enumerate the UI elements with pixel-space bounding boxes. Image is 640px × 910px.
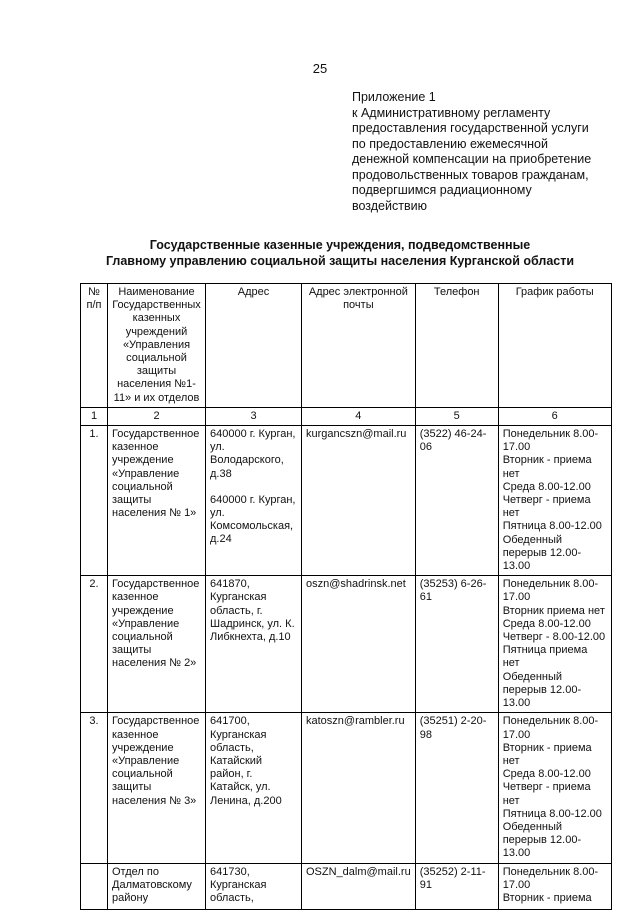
title-line: Главному управлению социальной защиты населения Курганской области	[105, 253, 575, 268]
row-number: 1.	[81, 426, 108, 576]
address: 641730, Курганская область,	[206, 863, 302, 909]
email: kurgancszn@mail.ru	[302, 426, 416, 576]
address: 640000 г. Курган, ул. Володарского, д.38	[210, 428, 296, 480]
row-number	[81, 863, 108, 909]
address-cell	[206, 426, 302, 576]
schedule-line: Четверг - 8.00-12.00	[502, 631, 606, 644]
appendix-line: продовольственных товаров гражданам,	[352, 167, 589, 182]
header-cell: Адрес электронной почты	[302, 284, 416, 408]
schedule-line: Понедельник 8.00-17.00	[502, 715, 599, 741]
institution-name: Отдел по Далматовскому району	[108, 863, 206, 909]
column-number-row	[81, 407, 612, 425]
column-number: 2	[108, 407, 206, 425]
schedule-line: Понедельник 8.00-17.00	[502, 428, 599, 454]
schedule-line: Пятница 8.00-12.00	[502, 807, 602, 820]
institution-name: Государственное казенное учреждение «Управление социальной защиты населения № 2»	[108, 576, 206, 713]
schedule-line: Четверг - приема нет	[502, 781, 591, 807]
row-number: 3.	[81, 713, 108, 863]
column-number: 5	[415, 407, 498, 425]
page-number: 25	[312, 61, 328, 76]
schedule-line: Понедельник 8.00-17.00	[502, 865, 599, 891]
schedule	[498, 713, 611, 863]
column-number: 3	[206, 407, 302, 425]
appendix-line: воздействию	[352, 198, 427, 213]
column-number: 6	[498, 407, 611, 425]
appendix-line: по предоставлению ежемесячной	[352, 136, 548, 151]
schedule-line: Четверг - приема нет	[502, 494, 591, 520]
header-cell: Телефон	[415, 284, 498, 408]
schedule	[498, 426, 611, 576]
schedule	[498, 576, 611, 713]
appendix-line: предоставления государственной услуги	[352, 121, 589, 135]
address: 640000 г. Курган, ул. Комсомольская, д.24	[210, 493, 296, 546]
table-row	[81, 713, 612, 863]
phone: (3522) 46-24-06	[415, 426, 498, 576]
schedule-line: Пятница 8.00-12.00	[502, 520, 602, 533]
phone: (35253) 6-26-61	[415, 576, 498, 713]
column-number: 1	[81, 407, 108, 425]
schedule-line: Среда 8.00-12.00	[502, 480, 591, 493]
institution-name: Государственное казенное учреждение «Управление социальной защиты населения № 3»	[108, 713, 206, 863]
schedule-line: Вторник приема нет	[502, 604, 605, 617]
email: katoszn@rambler.ru	[302, 713, 416, 863]
schedule-line: Среда 8.00-12.00	[502, 617, 591, 630]
email: OSZN_dalm@mail.ru	[302, 863, 416, 909]
header-cell: Наименование Государственных казенных учреждений «Управления социальной защиты населения №1-11» и их отделов	[108, 284, 206, 408]
schedule-line: Вторник - приема	[502, 891, 592, 904]
phone: (35251) 2-20-98	[415, 713, 498, 863]
appendix-caption	[352, 90, 632, 214]
institution-name: Государственное казенное учреждение «Управление социальной защиты населения № 1»	[108, 426, 206, 576]
schedule-line: Обеденный перерыв 12.00-13.00	[502, 670, 582, 710]
column-number: 4	[302, 407, 416, 425]
table-row	[81, 426, 612, 576]
table-row	[81, 863, 612, 909]
title-line: Государственные казенные учреждения, подведомственные	[149, 238, 531, 252]
table-row	[81, 576, 612, 713]
schedule-line: Среда 8.00-12.00	[502, 768, 591, 781]
schedule-line: Обеденный перерыв 12.00-13.00	[502, 820, 582, 860]
header-cell: Адрес	[206, 284, 302, 408]
document-title	[60, 238, 620, 269]
table-header-row	[81, 284, 612, 408]
row-number: 2.	[81, 576, 108, 713]
institutions-table	[80, 283, 612, 910]
schedule-line: Вторник - приема нет	[502, 741, 592, 767]
address: 641870, Курганская область, г. Шадринск, ул. К. Либкнехта, д.10	[206, 576, 302, 713]
header-cell: График работы	[498, 284, 611, 408]
schedule	[498, 863, 611, 909]
schedule-line: Обеденный перерыв 12.00-13.00	[502, 533, 582, 573]
appendix-line: Приложение 1	[352, 90, 436, 104]
header-cell: № п/п	[81, 284, 108, 408]
schedule-line: Вторник - приема нет	[502, 454, 592, 480]
appendix-line: денежной компенсации на приобретение	[352, 152, 592, 166]
schedule-line: Пятница приема нет	[502, 644, 588, 670]
address: 641700, Курганская область, Катайский район, г. Катайск, ул. Ленина, д.200	[206, 713, 302, 863]
phone: (35252) 2-11-91	[415, 863, 498, 909]
appendix-line: к Административному регламенту	[352, 105, 551, 120]
email: oszn@shadrinsk.net	[302, 576, 416, 713]
appendix-line: подвергшимся радиационному	[352, 183, 532, 197]
schedule-line: Понедельник 8.00-17.00	[502, 578, 599, 604]
